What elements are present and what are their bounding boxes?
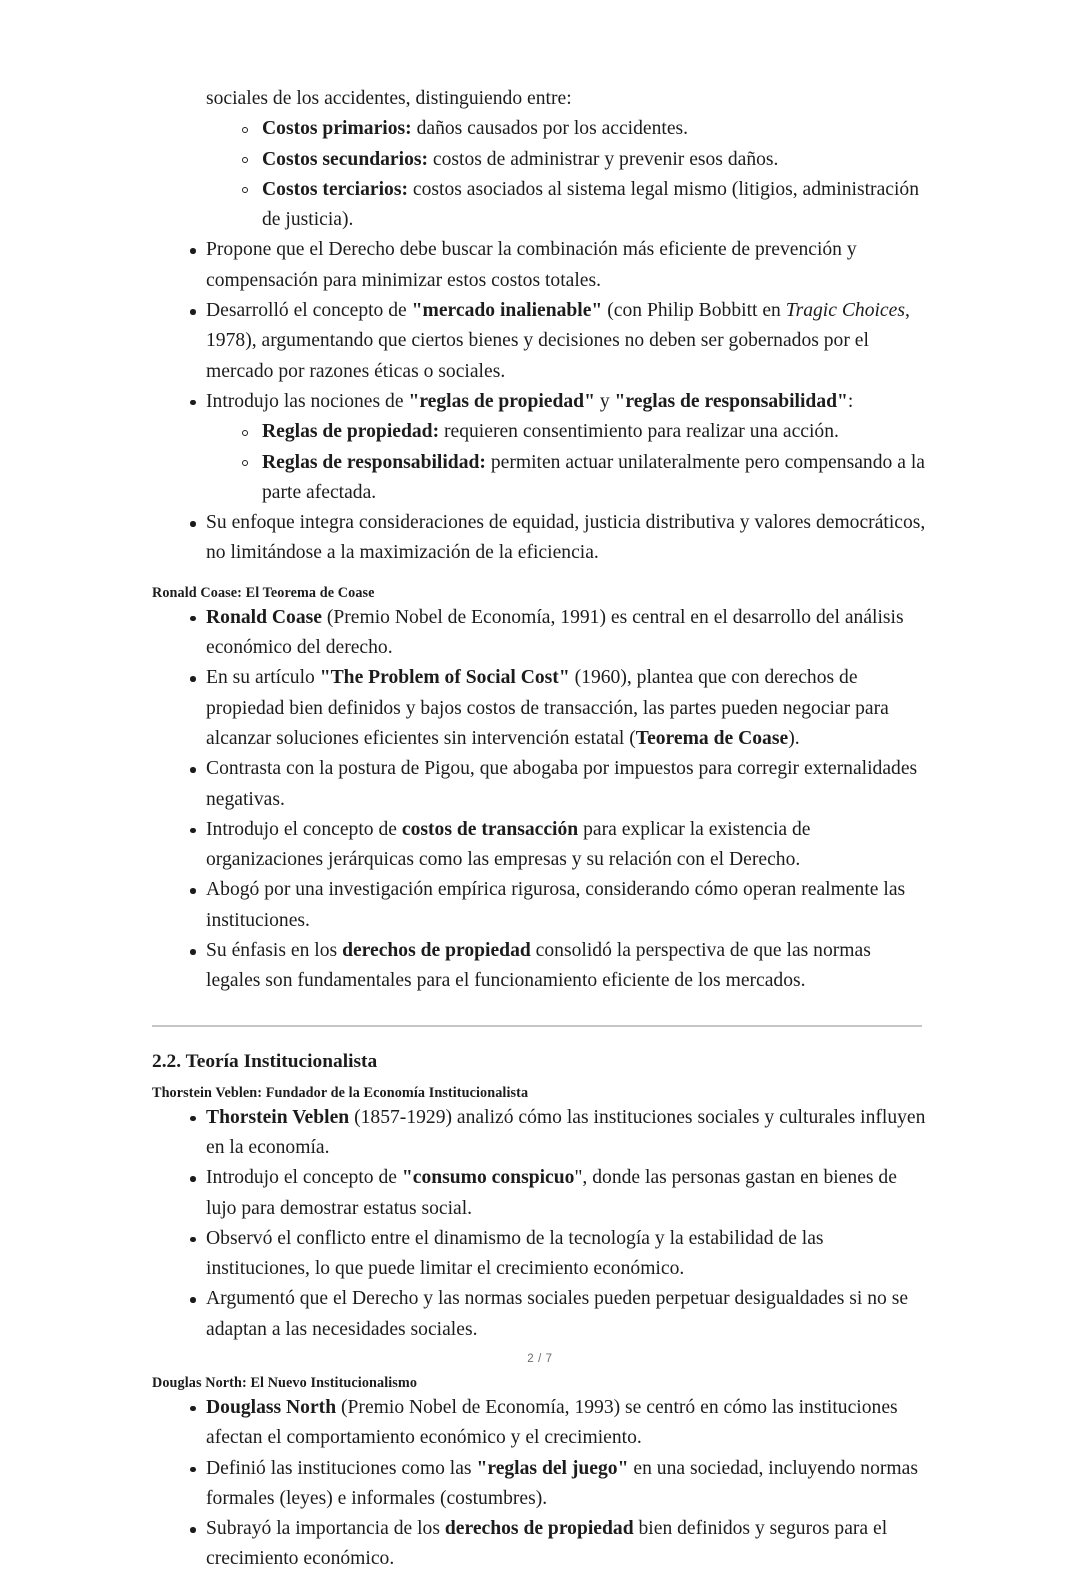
list-item-text bbox=[206, 1397, 898, 1448]
text-run: (con Philip Bobbitt en bbox=[602, 300, 786, 322]
text-run: bien definidos y seguros para el crecimiento económico. bbox=[206, 1518, 888, 1570]
spacer bbox=[152, 569, 928, 583]
list-item bbox=[152, 1103, 928, 1164]
emphasis-bold: "mercado inalienable" bbox=[411, 300, 603, 322]
emphasis-bold: "reglas de responsabilidad" bbox=[614, 390, 848, 412]
text-run: Introdujo las nociones de bbox=[206, 390, 409, 412]
coase-bullet-list bbox=[152, 603, 928, 997]
list-item bbox=[152, 603, 928, 664]
sub-list-item-text bbox=[262, 118, 688, 139]
lead-paragraph: sociales de los accidentes, distinguiendo entre: bbox=[206, 88, 572, 109]
text-run: Propone que el Derecho debe buscar la combinación más eficiente de prevención y compensación para minimizar estos costos totales. bbox=[206, 239, 857, 291]
text-run: , 1978), argumentando que ciertos bienes y decisiones no deben ser gobernados por el mercado por razones éticas o sociales. bbox=[206, 300, 910, 382]
text-run: Introdujo el concepto de bbox=[206, 818, 402, 840]
text-run: ). bbox=[788, 727, 800, 749]
north-bullet-list bbox=[152, 1393, 928, 1575]
emphasis-bold: "The Problem of Social Cost" bbox=[319, 667, 570, 689]
emphasis-bold: Thorstein Veblen bbox=[206, 1106, 350, 1128]
list-item-text bbox=[206, 819, 810, 870]
heading-section-2-2: 2.2. Teoría Institucionalista bbox=[152, 1050, 378, 1072]
list-item-text bbox=[206, 1167, 897, 1218]
list-item bbox=[152, 663, 928, 754]
list-item-text bbox=[206, 1458, 918, 1509]
spacer bbox=[152, 1027, 928, 1049]
list-item-text bbox=[206, 300, 910, 382]
text-run: para explicar la existencia de organizaciones jerárquicas como las empresas y su relación con el Derecho. bbox=[206, 818, 811, 871]
text-run: Su enfoque integra consideraciones de equidad, justicia distributiva y valores democráticos, no limitándose a la maximización de la eficiencia. bbox=[206, 512, 926, 564]
text-run: (1960), plantea que con derechos de propiedad bien definidos y bajos costos de transacción, las partes pueden negociar para alcanzar soluciones eficientes sin intervención estatal ( bbox=[206, 667, 889, 749]
list-item-text bbox=[206, 391, 853, 412]
text-run: Observó el conflicto entre el dinamismo de la tecnología y la estabilidad de las instituciones, lo que puede limitar el crecimiento económico. bbox=[206, 1227, 824, 1280]
list-item bbox=[152, 235, 928, 296]
list-item bbox=[152, 875, 928, 936]
sub-list-item-term: Costos primarios: bbox=[262, 118, 412, 140]
emphasis-bold: Douglass North bbox=[206, 1396, 337, 1418]
text-run: (Premio Nobel de Economía, 1991) es central en el desarrollo del análisis económico del derecho. bbox=[206, 606, 904, 659]
text-run: (Premio Nobel de Economía, 1993) se centró en cómo las instituciones afectan el comportamiento económico y el crecimiento. bbox=[206, 1396, 898, 1449]
heading-thorstein-veblen: Thorstein Veblen: Fundador de la Economía Institucionalista bbox=[152, 1084, 529, 1101]
list-item bbox=[152, 815, 928, 876]
sub-list-item bbox=[152, 448, 928, 509]
list-item bbox=[152, 754, 928, 815]
list-item bbox=[152, 1284, 928, 1345]
text-run: Abogó por una investigación empírica rigurosa, considerando cómo operan realmente las instituciones. bbox=[206, 879, 906, 931]
emphasis-bold: "reglas de propiedad" bbox=[408, 390, 595, 412]
spacer bbox=[152, 997, 928, 1025]
sub-list-item bbox=[152, 417, 928, 447]
list-item-text bbox=[206, 879, 905, 930]
sub-list-item-term: Reglas de propiedad: bbox=[262, 421, 440, 443]
emphasis-bold: "reglas del juego" bbox=[476, 1457, 629, 1479]
sub-list-item-term: Costos secundarios: bbox=[262, 148, 429, 170]
sub-list-item-text bbox=[262, 421, 839, 442]
list-item bbox=[152, 1514, 928, 1575]
heading-ronald-coase: Ronald Coase: El Teorema de Coase bbox=[152, 584, 375, 601]
emphasis-bold: "consumo conspicuo bbox=[401, 1167, 575, 1189]
text-run: consolidó la perspectiva de que las normas legales son fundamentales para el funcionamiento eficiente de los mercados. bbox=[206, 940, 871, 992]
sub-list-item-definition: costos de administrar y prevenir esos daños. bbox=[428, 148, 779, 170]
document-body bbox=[152, 84, 928, 1575]
calabresi-bullet-list bbox=[152, 235, 928, 568]
list-item bbox=[152, 508, 928, 569]
heading-douglas-north: Douglas North: El Nuevo Institucionalismo bbox=[152, 1374, 418, 1391]
page-number-footer: 2 / 7 bbox=[527, 1353, 553, 1365]
veblen-bullet-list bbox=[152, 1103, 928, 1345]
sub-list-item-term: Costos terciarios: bbox=[262, 178, 409, 200]
spacer bbox=[152, 1075, 928, 1083]
emphasis-bold: derechos de propiedad bbox=[444, 1518, 634, 1540]
emphasis-bold: Teorema de Coase bbox=[635, 727, 789, 749]
text-run: Argumentó que el Derecho y las normas sociales pueden perpetuar desigualdades si no se adaptan a las necesidades sociales. bbox=[206, 1288, 909, 1340]
list-item-text bbox=[206, 512, 925, 563]
sub-list-item-definition: daños causados por los accidentes. bbox=[411, 118, 689, 140]
list-item-text bbox=[206, 1518, 887, 1569]
lead-block bbox=[152, 84, 928, 235]
sub-bullet-list bbox=[152, 417, 928, 508]
emphasis-italic: Tragic Choices bbox=[785, 300, 905, 322]
sub-list-item bbox=[152, 145, 928, 175]
list-item bbox=[152, 1454, 928, 1515]
sub-list-item-definition: requieren consentimiento para realizar una acción. bbox=[439, 421, 839, 443]
emphasis-bold: derechos de propiedad bbox=[342, 940, 531, 962]
text-run: : bbox=[847, 390, 854, 412]
text-run: Definió las instituciones como las bbox=[206, 1457, 477, 1479]
list-item-text bbox=[206, 667, 889, 749]
text-run: En su artículo bbox=[206, 667, 320, 689]
list-item bbox=[152, 1224, 928, 1285]
text-run: Desarrolló el concepto de bbox=[206, 300, 412, 322]
list-item-text bbox=[206, 607, 904, 658]
list-item bbox=[152, 1393, 928, 1454]
text-run: Introdujo el concepto de bbox=[206, 1167, 402, 1189]
sub-list-item-text bbox=[262, 179, 919, 230]
list-item-text bbox=[206, 758, 917, 809]
sub-list-item bbox=[152, 114, 928, 144]
list-item bbox=[152, 387, 928, 508]
text-run: Su énfasis en los bbox=[206, 940, 343, 962]
text-run: Subrayó la importancia de los bbox=[206, 1518, 445, 1540]
emphasis-bold: Ronald Coase bbox=[206, 606, 322, 628]
text-run: Contrasta con la postura de Pigou, que abogaba por impuestos para corregir externalidades negativas. bbox=[206, 758, 918, 810]
text-run: (1857-1929) analizó cómo las instituciones sociales y culturales influyen en la economía. bbox=[206, 1106, 926, 1158]
text-run: en una sociedad, incluyendo normas formales (leyes) e informales (costumbres). bbox=[206, 1457, 918, 1509]
list-item bbox=[152, 936, 928, 997]
sub-list-item-definition: permiten actuar unilateralmente pero compensando a la parte afectada. bbox=[262, 451, 925, 503]
sub-list-item-text bbox=[262, 452, 925, 503]
list-item-text bbox=[206, 1107, 925, 1158]
sub-list-item-text bbox=[262, 149, 778, 170]
text-run: y bbox=[594, 390, 615, 412]
list-item bbox=[152, 296, 928, 387]
sub-list-item-definition: costos asociados al sistema legal mismo (litigios, administración de justicia). bbox=[262, 178, 920, 231]
emphasis-bold: costos de transacción bbox=[401, 818, 579, 840]
list-item bbox=[152, 1163, 928, 1224]
list-item-text bbox=[206, 940, 871, 991]
sub-list-item-term: Reglas de responsabilidad: bbox=[262, 451, 486, 473]
list-item-text bbox=[206, 1288, 908, 1339]
text-run: ", donde las personas gastan en bienes de lujo para demostrar estatus social. bbox=[206, 1167, 897, 1219]
list-item-text bbox=[206, 239, 857, 290]
sub-list-item bbox=[152, 175, 928, 236]
lead-sublist bbox=[152, 114, 928, 235]
list-item-text bbox=[206, 1228, 824, 1279]
